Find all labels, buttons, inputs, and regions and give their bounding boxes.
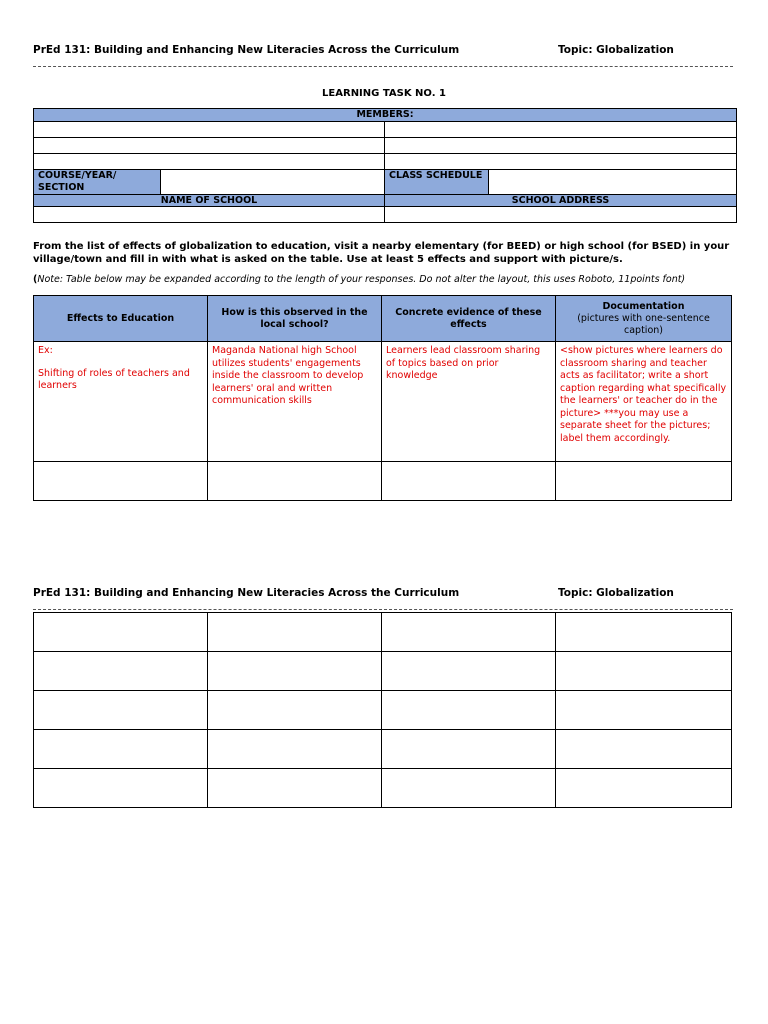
member-field[interactable] (34, 154, 385, 170)
example-label: Ex: (38, 345, 53, 356)
members-label: MEMBERS: (34, 109, 737, 122)
table-cell[interactable] (382, 652, 556, 691)
page-header (33, 44, 733, 56)
school-address-label: SCHOOL ADDRESS (385, 195, 737, 207)
member-field[interactable] (385, 138, 737, 154)
header-effects: Effects to Education (34, 296, 208, 342)
member-field[interactable] (34, 138, 385, 154)
table-cell[interactable] (34, 691, 208, 730)
member-field[interactable] (385, 154, 737, 170)
effects-table (33, 295, 732, 501)
info-table (33, 108, 737, 223)
table-cell[interactable] (382, 769, 556, 808)
example-documentation: <show pictures where learners do classroom sharing and teacher acts as facilitator; write a short caption regarding what specifically the learners' or teacher do in the picture> ***you may use a separate sheet for the pictures; label them accordingly. (556, 342, 732, 462)
table-cell[interactable] (34, 613, 208, 652)
table-cell[interactable] (208, 613, 382, 652)
effects-table-continued (33, 612, 732, 808)
member-field[interactable] (385, 122, 737, 138)
table-row (34, 730, 732, 769)
table-cell[interactable] (556, 462, 732, 501)
documentation-subtitle: (pictures with one-sentence caption) (577, 312, 710, 336)
course-field[interactable] (161, 170, 385, 195)
table-cell[interactable] (556, 613, 732, 652)
table-cell[interactable] (556, 769, 732, 808)
table-cell[interactable] (556, 730, 732, 769)
table-cell[interactable] (208, 462, 382, 501)
table-cell[interactable] (34, 730, 208, 769)
topic-label: Topic: Globalization (558, 44, 674, 56)
table-cell[interactable] (556, 652, 732, 691)
page2-header (33, 587, 733, 599)
course-label: COURSE/YEAR/ SECTION (34, 170, 161, 195)
table-cell[interactable] (382, 691, 556, 730)
note-paren: ( (33, 274, 38, 285)
table-cell[interactable] (208, 730, 382, 769)
task-title: LEARNING TASK NO. 1 (322, 88, 446, 99)
school-name-field[interactable] (34, 207, 385, 223)
member-field[interactable] (34, 122, 385, 138)
table-cell[interactable] (34, 769, 208, 808)
page2-topic-label: Topic: Globalization (558, 587, 674, 599)
course-title: PrEd 131: Building and Enhancing New Literacies Across the Curriculum (33, 44, 460, 56)
table-cell[interactable] (208, 769, 382, 808)
table-cell[interactable] (208, 691, 382, 730)
documentation-title: Documentation (602, 300, 685, 312)
header-divider (33, 66, 733, 67)
example-observed: Maganda National high School utilizes students' engagements inside the classroom to develop learners' oral and written communication skills (208, 342, 382, 462)
table-cell[interactable] (382, 462, 556, 501)
page2-header-divider (33, 609, 733, 610)
example-evidence: Learners lead classroom sharing of topics based on prior knowledge (382, 342, 556, 462)
table-row (34, 652, 732, 691)
table-cell[interactable] (382, 730, 556, 769)
table-cell[interactable] (208, 652, 382, 691)
header-documentation (556, 296, 732, 342)
table-row (34, 691, 732, 730)
header-observed: How is this observed in the local school? (208, 296, 382, 342)
table-row (34, 613, 732, 652)
note-text: Note: Table below may be expanded according to the length of your responses. Do not alter the layout, this uses Roboto, 11points font) (37, 274, 686, 285)
example-effect: Shifting of roles of teachers and learners (38, 367, 190, 391)
table-cell[interactable] (34, 462, 208, 501)
table-cell[interactable] (34, 652, 208, 691)
example-effect-cell (34, 342, 208, 462)
instructions: From the list of effects of globalization to education, visit a nearby elementary (for BEED) or high school (for BSED) in your village/town and fill in with what is asked on the table. Use at least 5 effects and support with picture/s. (33, 241, 730, 265)
class-schedule-label: CLASS SCHEDULE (385, 170, 489, 195)
table-cell[interactable] (556, 691, 732, 730)
school-address-field[interactable] (385, 207, 737, 223)
table-cell[interactable] (382, 613, 556, 652)
table-row (34, 769, 732, 808)
note (33, 274, 735, 285)
class-schedule-field[interactable] (489, 170, 737, 195)
header-evidence: Concrete evidence of these effects (382, 296, 556, 342)
school-name-label: NAME OF SCHOOL (34, 195, 385, 207)
page2-course-title: PrEd 131: Building and Enhancing New Literacies Across the Curriculum (33, 587, 460, 599)
